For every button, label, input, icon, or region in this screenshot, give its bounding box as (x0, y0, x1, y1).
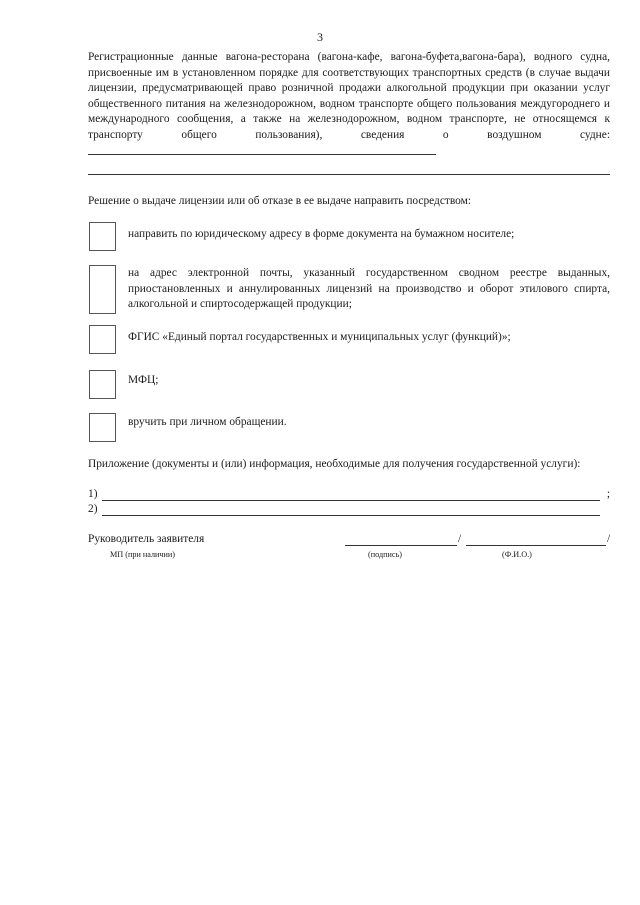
attachment-item-2-field[interactable] (102, 515, 600, 516)
attachment-title: Приложение (документы и (или) информация, необходимые для получения государственной услуги): (88, 458, 581, 470)
checkbox-mfc[interactable] (89, 370, 116, 399)
signature-field[interactable] (345, 545, 457, 546)
full-name-caption: (Ф.И.О.) (502, 550, 532, 559)
attachment-item-number: 2) (88, 503, 98, 515)
checkbox-email[interactable] (89, 265, 116, 314)
signature-caption: (подпись) (368, 550, 402, 559)
option-in-person-label: вручить при личном обращении. (128, 416, 287, 428)
checkbox-legal-address[interactable] (89, 222, 116, 251)
registration-data-paragraph (88, 50, 610, 161)
attachment-item-1-field[interactable] (102, 500, 600, 501)
attachment-item-1 (88, 488, 610, 504)
registration-continuation-line[interactable] (88, 174, 610, 175)
option-mfc-label: МФЦ; (128, 374, 159, 386)
stamp-caption: МП (при наличии) (110, 550, 176, 559)
decision-delivery-title: Решение о выдаче лицензии или об отказе в ее выдаче направить посредством: (88, 195, 472, 207)
full-name-slash: / (607, 533, 611, 545)
aircraft-info-field[interactable] (88, 143, 436, 155)
option-legal-address-label: направить по юридическому адресу в форме документа на бумажном носителе; (128, 228, 515, 240)
applicant-head-label: Руководитель заявителя (88, 533, 205, 545)
page-number: 3 (317, 30, 323, 44)
option-email-label: на адрес электронной почты, указанный государственном сводном реестре выданных, приостановленных и аннулированных лицензий на производство и оборот этилового спирта, алкогольной и спиртосодержащей продукции; (128, 267, 610, 310)
signature-slash: / (458, 533, 462, 545)
checkbox-gosuslugi-portal[interactable] (89, 325, 116, 354)
attachment-item-end: ; (606, 488, 610, 500)
attachment-item-2 (88, 503, 610, 519)
option-gosuslugi-portal-label: ФГИС «Единый портал государственных и муниципальных услуг (функций)»; (128, 331, 511, 343)
attachment-item-number: 1) (88, 488, 98, 500)
checkbox-in-person[interactable] (89, 413, 116, 442)
registration-text: Регистрационные данные вагона-ресторана (вагона-кафе, вагона-буфета,вагона-бара), водного судна, присвоенные им в установленном порядке для соответствующих транспортных средств (в случае выдачи лицензии, предусматривающей право розничной продажи алкогольной продукции при оказании услуг общественного питания на железнодорожном, водном транспорте общего пользования междугороднего и международного сообщения, а также на железнодорожном, водном транспорте, не относящемся к транспорту общего пользования), сведения о воздушном судне: (88, 51, 610, 141)
full-name-field[interactable] (466, 545, 606, 546)
